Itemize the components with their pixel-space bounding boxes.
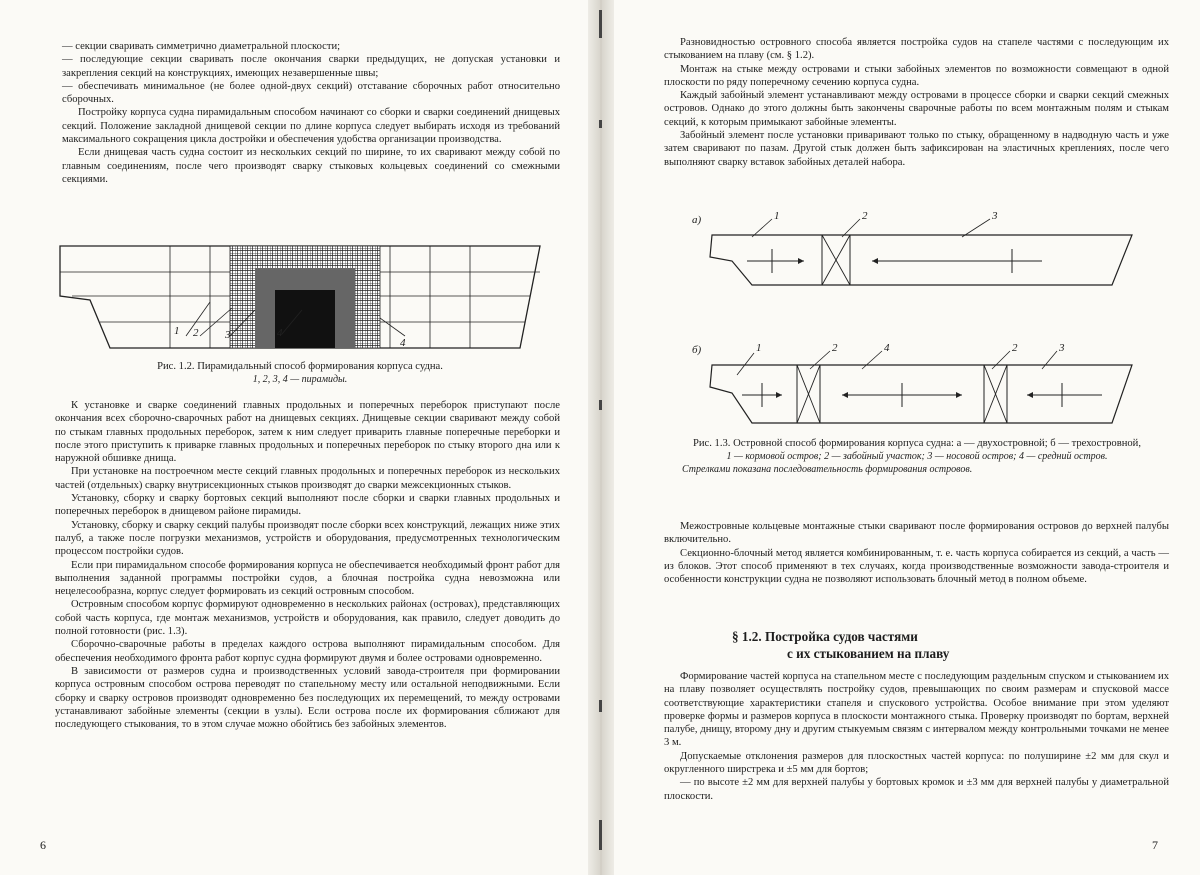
figure-label: 4 [884, 342, 890, 354]
paragraph: — по высоте ±2 мм для верхней палубы у бортовых кромок и ±3 мм для верхней палубы у диаметральной плоскости. [664, 777, 1169, 802]
right-bottom-text [664, 670, 1169, 803]
hull-a-outline [710, 235, 1132, 285]
caption-text: Рис. 1.2. Пирамидальный способ формирования корпуса судна. [157, 361, 443, 372]
pyramid-figure [50, 238, 560, 358]
left-top-text [62, 40, 560, 186]
paragraph: Каждый забойный элемент устанавливают между островами в процессе сборки и сварки секций смежных островов. Однако до этого должны быть закончены сварочные работы по всем монтажным полям и стыкам секций, к которым примыкают забойные элементы. [664, 90, 1169, 128]
right-page [612, 0, 1200, 875]
paragraph: В зависимости от размеров судна и производственных условий завода-строителя при формировании корпуса островным способом острова переводят по стапельному месту или остальной неподвижными. Если сборку и сварку островов производят одновременно без последующих их перемещений, то между островами устанавливают забойные элементы (секции в узлы). Если острова после их формирования сближают для последующего стыкования, то в этом случае можно обойтись без забойных элементов. [55, 665, 560, 731]
list-item: — обеспечивать минимальное (не более одной-двух секций) отставание сборочных работ относительно сборочных. [62, 80, 560, 106]
paragraph: При установке на построечном месте секций главных продольных и поперечных переборок из нескольких частей (отдельных) сварку внутрисекционных стыков производят до сварки межсекционных стыков. [55, 466, 560, 491]
paragraph: Допускаемые отклонения размеров для плоскостных частей корпуса: по полуширине ±2 мм для скул и округленного ширстрека и ±5 мм для бортов; [664, 750, 1169, 776]
island-figure [692, 205, 1172, 435]
figure-caption [682, 437, 1152, 476]
figure-label: 2 [832, 342, 838, 354]
list-item: — последующие секции сваривать после окончания сварки предыдущих, не допуская установки и закрепления секций на конструкциях, имеющих незавершенные швы; [62, 54, 560, 79]
paragraph: Если днищевая часть судна состоит из нескольких секций по ширине, то их сваривают между собой по главным соединениям, после чего производят сварку стыковых кольцевых соединений со смежными секциями. [62, 147, 560, 185]
figure-caption [80, 360, 520, 386]
figure-label: 4 [400, 337, 406, 349]
paragraph: Сборочно-сварочные работы в пределах каждого острова выполняют пирамидальным способом. Для обеспечения необходимого фронта работ корпус судна формируют двумя и более островами одновременно. [55, 639, 560, 664]
figure-label: 2 [193, 327, 199, 339]
figure-label: 2 [1012, 342, 1018, 354]
paragraph: Монтаж на стыке между островами и стыки забойных элементов по возможности совмещают в одной плоскости по ряду поперечному сечению корпуса судна. [664, 63, 1169, 88]
paragraph: Постройку корпуса судна пирамидальным способом начинают со сборки и сварки соединений днищевых секций. Положение закладной днищевой секции по длине корпуса следует выбирать исходя из требований максимального сокращения цикла достройки и обеспечения удобства организации производства. [62, 107, 560, 146]
paragraph: Разновидностью островного способа является постройка судов на стапеле частями с последующим их стыкованием на плаву (см. § 1.2). [664, 37, 1169, 62]
section-heading-cont: с их стыкованием на плаву [787, 646, 950, 661]
figure-label: 3 [1059, 342, 1065, 354]
page-number: 6 [40, 838, 46, 852]
right-top-text [664, 36, 1169, 169]
paragraph: Секционно-блочный метод является комбинированным, т. е. часть корпуса собирается из секций, а часть — из блоков. Этот способ применяют в тех случаях, когда производственные возможности завода-строителя и особенности конструкции судна не позволяют использовать блочный метод в полном объеме. [664, 547, 1169, 586]
paragraph: Формирование частей корпуса на стапельном месте с последующим раздельным спуском и стыкованием их на плаву позволяет осуществлять постройку судов, превышающих по своим размерам и спусковой массе соответствующие характеристики стапеля и спускового устройства. Особое внимание при этом уделяют проверке формы и размеров корпуса в плоскости монтажного стыка. Проверку производят по бортам, верхней палубе, днищу, второму дну и другим стыкуемым связям с интервалом между контрольными точками не менее 3 м. [664, 671, 1169, 749]
caption-sub: 1, 2, 3, 4 — пирамиды. [252, 374, 348, 385]
list-item: — секции сваривать симметрично диаметральной плоскости; [62, 41, 341, 52]
paragraph: К установке и сварке соединений главных продольных и поперечных переборок приступают после окончания всех сборочно-сварочных работ на днищевых секциях. Днищевые секции сваривают между собой по стыкам главных продольных переборок, затем к ним следует приварить главные поперечные переборки и после этого приступить к приварке главных продольных и поперечных переборок по стыку второго дна или к наружной обшивке днища. [55, 400, 560, 465]
figure-label: 1 [174, 325, 180, 337]
page-number: 7 [1152, 838, 1158, 852]
figure-label: 1 [756, 342, 762, 354]
paragraph: Островным способом корпус формируют одновременно в нескольких районах (островах), представляющих собой часть корпуса, где монтаж механизмов, устройств и оборудования, как правило, следует доводить до полной готовности (рис. 1.3). [55, 599, 560, 638]
figure-label: 2 [862, 210, 868, 222]
figure-tag: а) [692, 214, 702, 226]
paragraph: Если при пирамидальном способе формирования корпуса не обеспечивается необходимый фронт работ для выполнения заданной программы постройки судов, а блочная постройка судна невозможна или нецелесообразна, корпус следует формировать из секций островным способом. [55, 559, 560, 598]
left-page [0, 0, 590, 875]
figure-label: 4 [277, 327, 283, 339]
figure-tag: б) [692, 344, 702, 356]
figure-label: 3 [225, 329, 231, 341]
hull-b-outline [710, 365, 1132, 423]
figure-label: 3 [992, 210, 998, 222]
paragraph: Установку, сборку и сварку секций палубы производят после сборки всех конструкций, лежащих ниже этих палуб, а также после погрузки механизмов, устройств и оборудования, предусмотренных технологическим процессом постройки судов. [55, 519, 560, 558]
left-bottom-text [55, 399, 560, 731]
caption-text: Рис. 1.3. Островной способ формирования корпуса судна: а — двухостровной; б — трехостровной, [693, 438, 1141, 449]
book-gutter [588, 0, 614, 875]
paragraph: Межостровные кольцевые монтажные стыки сваривают после формирования островов до верхней палубы включительно. [664, 521, 1169, 546]
caption-legend: 1 — кормовой остров; 2 — забойный участок; 3 — носовой остров; 4 — средний остров. [726, 451, 1108, 462]
section-heading: § 1.2. Постройка судов частями [732, 629, 918, 644]
figure-label: 1 [774, 210, 780, 222]
paragraph: Установку, сборку и сварку бортовых секций выполняют после сборки и сварки главных продольных и поперечных переборок в днищевом районе пирамиды. [55, 493, 560, 518]
paragraph: Забойный элемент после установки приваривают только по стыку, обращенному в надводную часть и уже затем сваривают по пазам. Другой стык должен быть зафиксирован на эластичных креплениях, после чего выполняют сварку вставок забойных деталей набора. [664, 130, 1169, 168]
right-middle-text [664, 520, 1169, 586]
caption-note: Стрелками показана последовательность формирования островов. [682, 464, 973, 475]
